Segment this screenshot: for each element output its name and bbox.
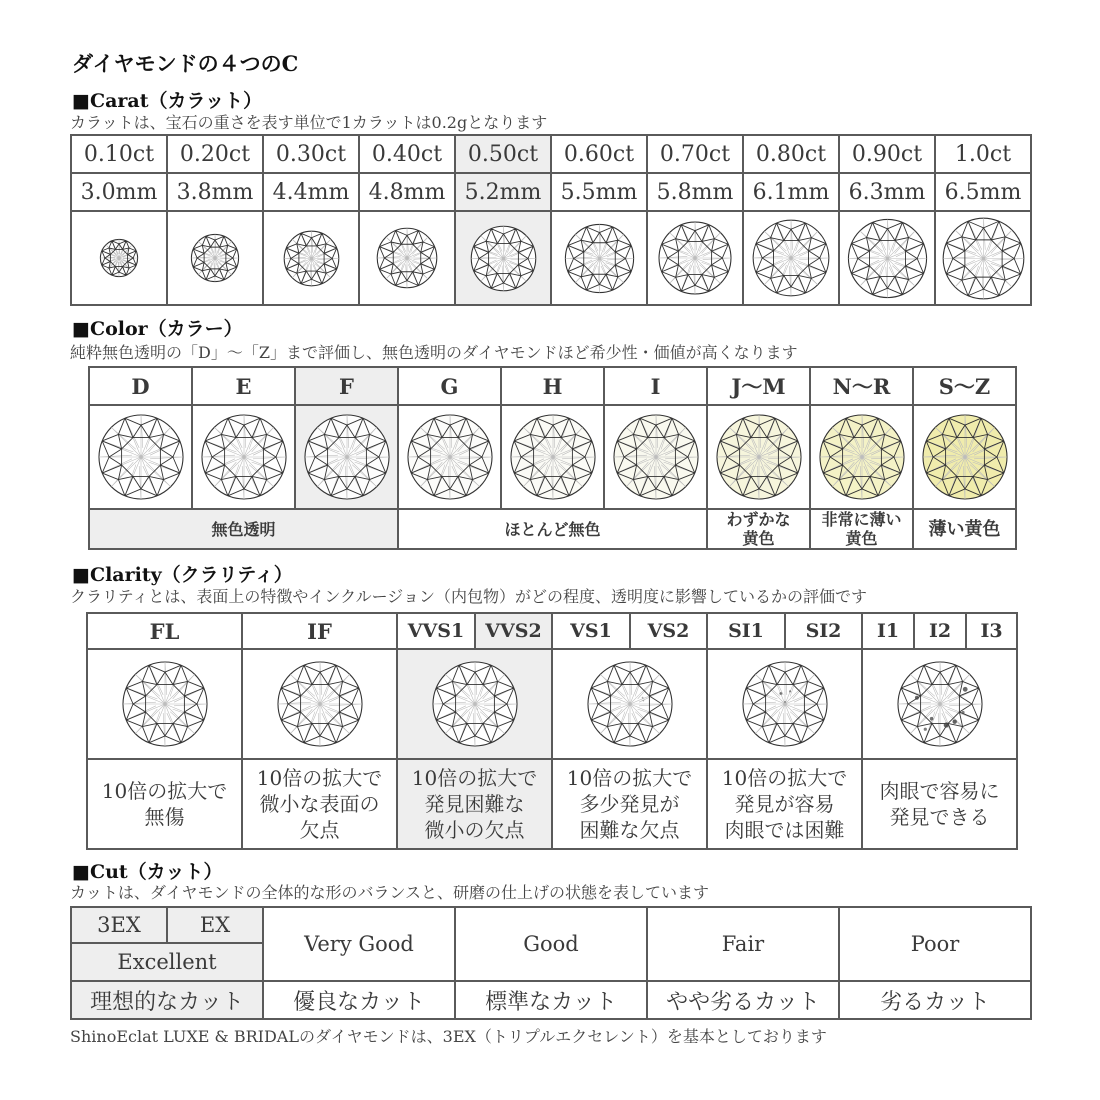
color-grade: H	[501, 367, 604, 405]
clarity-grade: IF	[242, 613, 397, 649]
clarity-diamond-cell	[552, 649, 707, 759]
diamond-icon	[200, 413, 288, 501]
clarity-diamond-cell	[862, 649, 1017, 759]
desc-line: 欠点	[299, 818, 340, 842]
cut-heading: ■Cut（カット）	[72, 861, 223, 883]
carat-table	[70, 134, 1032, 306]
diamond-icon	[921, 413, 1009, 501]
color-diamond-cell	[913, 405, 1016, 509]
carat-weight: 1.0ct	[935, 135, 1031, 173]
carat-description: カラットは、宝石の重さを表す単位で1カラットは0.2gとなります	[70, 113, 548, 132]
diamond-icon	[612, 413, 700, 501]
carat-diameter: 4.4mm	[263, 173, 359, 211]
color-diamond-cell	[398, 405, 501, 509]
color-grade: D	[89, 367, 192, 405]
carat-diamond-cell	[647, 211, 743, 305]
clarity-grade: VS2	[630, 613, 707, 649]
carat-weight: 0.10ct	[71, 135, 167, 173]
color-description: 純粋無色透明の「D」～「Z」まで評価し、無色透明のダイヤモンドほど希少性・価値が高くなります	[70, 343, 798, 362]
clarity-grade: VVS1	[397, 613, 475, 649]
carat-diameter: 5.2mm	[455, 173, 551, 211]
diamond-icon	[98, 237, 140, 279]
diamond-icon	[97, 413, 185, 501]
diamond-icon	[303, 413, 391, 501]
desc-line: 10倍の拡大で	[721, 766, 848, 790]
color-diamond-cell	[707, 405, 810, 509]
page-title: ダイヤモンドの４つのC	[72, 51, 299, 76]
clarity-grade: VVS2	[475, 613, 552, 649]
color-grade: G	[398, 367, 501, 405]
carat-diameter: 4.8mm	[359, 173, 455, 211]
diamond-icon	[189, 232, 241, 284]
desc-line: 困難な欠点	[579, 818, 680, 842]
carat-diameter: 5.8mm	[647, 173, 743, 211]
color-diamond-cell	[192, 405, 295, 509]
color-grade: F	[295, 367, 398, 405]
carat-diamond-cell	[551, 211, 647, 305]
diamond-icon	[406, 413, 494, 501]
diamond-icon	[941, 216, 1026, 301]
color-grade: N～R	[810, 367, 913, 405]
carat-weight: 0.20ct	[167, 135, 263, 173]
color-group-very-light	[810, 509, 913, 549]
color-diamond-cell	[501, 405, 604, 509]
diamond-icon	[846, 217, 929, 300]
desc-line: 肉眼では困難	[724, 818, 845, 842]
clarity-desc	[242, 759, 397, 849]
diamond-icon	[431, 660, 519, 748]
clarity-grade: I2	[914, 613, 966, 649]
carat-weight: 0.90ct	[839, 135, 935, 173]
diamond-icon	[751, 218, 831, 298]
carat-diamond-cell	[935, 211, 1031, 305]
desc-line: 発見できる	[889, 805, 990, 829]
color-diamond-cell	[604, 405, 707, 509]
color-grade: S～Z	[913, 367, 1016, 405]
cut-desc-fair: やや劣るカット	[647, 981, 839, 1019]
footer-note: ShinoEclat LUXE & BRIDALのダイヤモンドは、3EX（トリプルエクセレント）を基本としております	[70, 1027, 827, 1046]
carat-weight: 0.70ct	[647, 135, 743, 173]
clarity-grade: SI1	[707, 613, 785, 649]
cut-desc-good: 標準なカット	[455, 981, 647, 1019]
carat-weight: 0.80ct	[743, 135, 839, 173]
carat-weight: 0.50ct	[455, 135, 551, 173]
color-group-faint	[707, 509, 810, 549]
clarity-heading: ■Clarity（クラリティ）	[72, 564, 293, 586]
clarity-grade: VS1	[552, 613, 630, 649]
diamond-icon	[276, 660, 364, 748]
group-line: 黄色	[845, 529, 878, 548]
clarity-grade: I1	[862, 613, 914, 649]
cut-desc-very-good: 優良なカット	[263, 981, 455, 1019]
desc-line: 10倍の拡大で	[256, 766, 383, 790]
cut-grade-very-good: Very Good	[263, 907, 455, 981]
desc-line: 微小の欠点	[424, 818, 525, 842]
cut-desc-excellent: 理想的なカット	[71, 981, 263, 1019]
carat-diamond-cell	[743, 211, 839, 305]
cut-grade-ex: EX	[167, 907, 263, 943]
carat-diameter: 6.1mm	[743, 173, 839, 211]
clarity-diamond-cell	[87, 649, 242, 759]
clarity-diamond-cell	[242, 649, 397, 759]
desc-line: 多少発見が	[579, 792, 680, 816]
color-grade: J～M	[707, 367, 810, 405]
diamond-icon	[818, 413, 906, 501]
clarity-grade: SI2	[785, 613, 862, 649]
clarity-desc	[707, 759, 862, 849]
color-table	[88, 366, 1017, 550]
diamond-icon	[509, 413, 597, 501]
carat-diamond-cell	[359, 211, 455, 305]
cut-grade-excellent: Excellent	[71, 943, 263, 981]
desc-line: 発見が容易	[734, 792, 835, 816]
cut-grade-good: Good	[455, 907, 647, 981]
carat-weight: 0.30ct	[263, 135, 359, 173]
desc-line: 発見困難な	[424, 792, 525, 816]
carat-diamond-cell	[263, 211, 359, 305]
desc-line: 10倍の拡大で	[566, 766, 693, 790]
color-diamond-cell	[295, 405, 398, 509]
desc-line: 微小な表面の	[259, 792, 380, 816]
desc-line: 肉眼で容易に	[879, 779, 1000, 803]
cut-grade-fair: Fair	[647, 907, 839, 981]
diamond-icon	[896, 660, 984, 748]
carat-diamond-cell	[167, 211, 263, 305]
diamond-icon	[586, 660, 674, 748]
carat-diameter: 5.5mm	[551, 173, 647, 211]
carat-diamond-cell	[71, 211, 167, 305]
carat-diameter: 3.0mm	[71, 173, 167, 211]
carat-diamond-cell	[839, 211, 935, 305]
color-grade: E	[192, 367, 295, 405]
color-grade: I	[604, 367, 707, 405]
group-line: 黄色	[742, 529, 775, 548]
diamond-icon	[715, 413, 803, 501]
diamond-icon	[282, 229, 341, 288]
clarity-diamond-cell	[707, 649, 862, 759]
cut-desc-poor: 劣るカット	[839, 981, 1031, 1019]
carat-weight: 0.40ct	[359, 135, 455, 173]
color-diamond-cell	[810, 405, 913, 509]
clarity-desc	[552, 759, 707, 849]
carat-diameter: 6.3mm	[839, 173, 935, 211]
cut-table	[70, 906, 1032, 1020]
diamond-icon	[657, 220, 733, 296]
carat-diameter: 3.8mm	[167, 173, 263, 211]
clarity-diamond-cell	[397, 649, 552, 759]
diamond-icon	[469, 224, 538, 293]
color-diamond-cell	[89, 405, 192, 509]
carat-diameter: 6.5mm	[935, 173, 1031, 211]
group-line: 非常に薄い	[821, 510, 902, 529]
color-heading: ■Color（カラー）	[72, 318, 243, 340]
color-group-light: 薄い黄色	[913, 509, 1016, 549]
cut-description: カットは、ダイヤモンドの全体的な形のバランスと、研磨の仕上げの状態を表しています	[70, 883, 710, 902]
carat-weight: 0.60ct	[551, 135, 647, 173]
clarity-grade: FL	[87, 613, 242, 649]
cut-grade-3ex: 3EX	[71, 907, 167, 943]
diamond-icon	[121, 660, 209, 748]
clarity-desc	[397, 759, 552, 849]
clarity-description: クラリティとは、表面上の特徴やインクルージョン（内包物）がどの程度、透明度に影響しているかの評価です	[70, 587, 867, 606]
desc-line: 10倍の拡大で	[101, 779, 228, 803]
carat-heading: ■Carat（カラット）	[72, 90, 263, 112]
color-group-colorless: 無色透明	[89, 509, 398, 549]
clarity-table	[86, 612, 1018, 850]
clarity-grade: I3	[966, 613, 1017, 649]
clarity-desc	[87, 759, 242, 849]
carat-diamond-cell	[455, 211, 551, 305]
diamond-icon	[375, 226, 439, 290]
desc-line: 無傷	[144, 805, 185, 829]
group-line: わずかな	[726, 510, 791, 529]
desc-line: 10倍の拡大で	[411, 766, 538, 790]
cut-grade-poor: Poor	[839, 907, 1031, 981]
color-group-near-colorless: ほとんど無色	[398, 509, 707, 549]
diamond-icon	[741, 660, 829, 748]
clarity-desc	[862, 759, 1017, 849]
diamond-icon	[563, 222, 636, 295]
